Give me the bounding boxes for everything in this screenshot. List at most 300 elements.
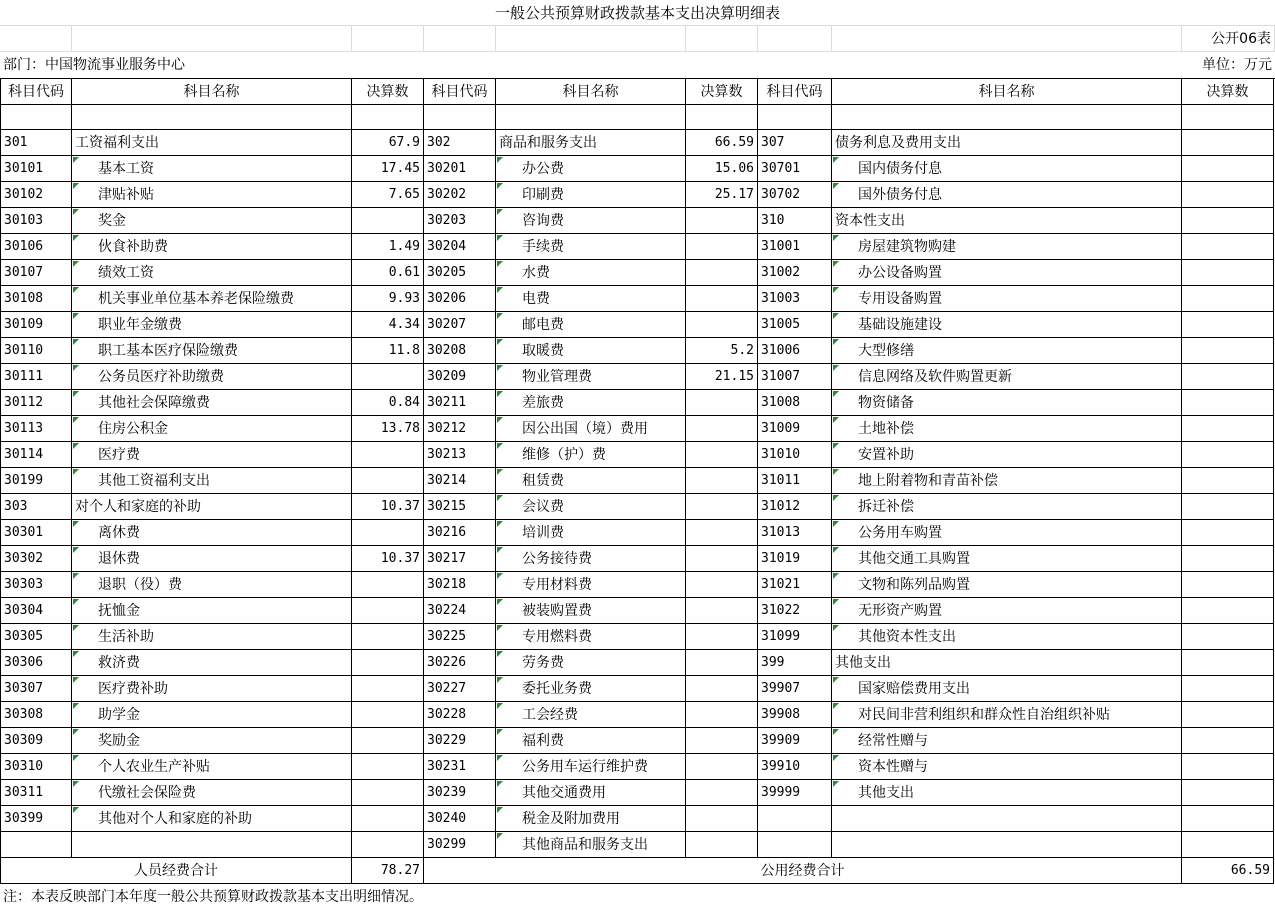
subject-name: 专用材料费 [496,572,686,598]
personnel-total-label: 人员经费合计 [0,858,352,884]
amount [352,806,424,832]
subject-code: 30209 [424,364,496,390]
amount [352,832,424,858]
table-row [0,650,1275,676]
table-row [0,572,1275,598]
amount: 21.15 [686,364,758,390]
amount: 10.37 [352,546,424,572]
subject-code: 31005 [758,312,832,338]
amount [1182,676,1274,702]
spacer-row [0,104,1275,130]
subject-name: 公务用车购置 [832,520,1182,546]
col-header-code: 科目代码 [758,79,832,105]
subject-name [832,832,1182,858]
amount [1182,208,1274,234]
amount [1182,286,1274,312]
subject-name: 差旅费 [496,390,686,416]
subject-name: 国内债务付息 [832,156,1182,182]
subject-name: 被装购置费 [496,598,686,624]
subject-code: 31003 [758,286,832,312]
subject-name: 国外债务付息 [832,182,1182,208]
subject-name: 地上附着物和青苗补偿 [832,468,1182,494]
subject-name: 取暖费 [496,338,686,364]
subject-code: 30308 [0,702,72,728]
amount [686,208,758,234]
amount [686,312,758,338]
amount: 7.65 [352,182,424,208]
subject-code: 30113 [0,416,72,442]
amount: 11.8 [352,338,424,364]
subject-name: 因公出国（境）费用 [496,416,686,442]
subject-code: 30228 [424,702,496,728]
subject-code: 39907 [758,676,832,702]
subject-code: 39910 [758,754,832,780]
subject-name: 资本性赠与 [832,754,1182,780]
subject-name: 其他工资福利支出 [72,468,352,494]
subject-name: 其他支出 [832,650,1182,676]
subject-code: 30226 [424,650,496,676]
subject-name: 医疗费补助 [72,676,352,702]
amount [1182,806,1274,832]
col-header-code: 科目代码 [0,79,72,105]
amount [686,676,758,702]
subject-name: 文物和陈列品购置 [832,572,1182,598]
subject-name: 资本性支出 [832,208,1182,234]
subject-code: 30103 [0,208,72,234]
title-row [0,0,1275,26]
table-header [0,78,1275,105]
subject-code: 30216 [424,520,496,546]
table-title: 一般公共预算财政拨款基本支出决算明细表 [0,0,1275,26]
subject-code: 30111 [0,364,72,390]
amount [686,468,758,494]
col-header-name: 科目名称 [496,79,686,105]
subject-code: 31021 [758,572,832,598]
subject-name: 其他社会保障缴费 [72,390,352,416]
subject-name: 基本工资 [72,156,352,182]
amount: 25.17 [686,182,758,208]
amount: 17.45 [352,156,424,182]
subject-name: 生活补助 [72,624,352,650]
subject-name: 税金及附加费用 [496,806,686,832]
subject-code [0,832,72,858]
amount [352,702,424,728]
amount [686,234,758,260]
subject-name: 公务员医疗补助缴费 [72,364,352,390]
subject-name: 物业管理费 [496,364,686,390]
amount [686,702,758,728]
subject-code: 30106 [0,234,72,260]
subject-name: 其他商品和服务支出 [496,832,686,858]
amount [1182,156,1274,182]
amount: 9.93 [352,286,424,312]
subject-name: 绩效工资 [72,260,352,286]
subject-code: 303 [0,494,72,520]
subject-code: 31010 [758,442,832,468]
amount: 0.84 [352,390,424,416]
amount [686,832,758,858]
subject-code: 30301 [0,520,72,546]
subject-code: 31012 [758,494,832,520]
note-row [0,884,1275,910]
amount [686,494,758,520]
amount [1182,234,1274,260]
table-row [0,208,1275,234]
amount [686,780,758,806]
col-header-amount: 决算数 [352,79,424,105]
table-row [0,338,1275,364]
subject-code: 30299 [424,832,496,858]
col-header-amount: 决算数 [686,79,758,105]
subject-code: 31008 [758,390,832,416]
table-row [0,182,1275,208]
subject-name: 维修（护）费 [496,442,686,468]
amount [686,572,758,598]
amount [686,520,758,546]
subject-code: 30206 [424,286,496,312]
subject-name: 助学金 [72,702,352,728]
subject-code: 30701 [758,156,832,182]
amount [352,650,424,676]
amount [1182,572,1274,598]
personnel-total-value: 78.27 [352,858,424,884]
amount [686,598,758,624]
subject-code: 31001 [758,234,832,260]
subject-code: 39908 [758,702,832,728]
subject-name: 奖金 [72,208,352,234]
table-row [0,806,1275,832]
table-row [0,234,1275,260]
amount [352,624,424,650]
amount [1182,728,1274,754]
subject-code [758,832,832,858]
subject-code: 31013 [758,520,832,546]
subject-name: 工资福利支出 [72,130,352,156]
table-row [0,442,1275,468]
amount [352,754,424,780]
subject-code: 30309 [0,728,72,754]
subject-name: 委托业务费 [496,676,686,702]
department-row [0,52,1275,78]
subject-code: 30108 [0,286,72,312]
subject-name: 住房公积金 [72,416,352,442]
subject-name: 土地补偿 [832,416,1182,442]
table-row [0,494,1275,520]
table-row [0,728,1275,754]
subject-name: 手续费 [496,234,686,260]
table-row [0,364,1275,390]
subject-code: 302 [424,130,496,156]
subject-code: 31019 [758,546,832,572]
amount: 5.2 [686,338,758,364]
subject-code: 30112 [0,390,72,416]
amount [1182,650,1274,676]
subject-name: 其他交通工具购置 [832,546,1182,572]
subject-code: 399 [758,650,832,676]
subject-code: 31002 [758,260,832,286]
subject-code: 30227 [424,676,496,702]
subject-name: 离休费 [72,520,352,546]
subject-name: 邮电费 [496,312,686,338]
subject-code: 30217 [424,546,496,572]
subject-name: 医疗费 [72,442,352,468]
subject-code: 30305 [0,624,72,650]
amount [1182,780,1274,806]
amount [1182,390,1274,416]
subject-name: 抚恤金 [72,598,352,624]
subject-name: 国家赔偿费用支出 [832,676,1182,702]
subject-name: 救济费 [72,650,352,676]
subject-code: 30102 [0,182,72,208]
subject-name: 对民间非营利组织和群众性自治组织补贴 [832,702,1182,728]
subject-code: 30201 [424,156,496,182]
col-header-name: 科目名称 [832,79,1182,105]
amount [1182,312,1274,338]
subject-name [72,832,352,858]
subject-code: 30203 [424,208,496,234]
department-label: 部门：中国物流事业服务中心 [3,57,185,73]
amount [686,546,758,572]
table-row [0,598,1275,624]
amount [1182,520,1274,546]
subject-name: 租赁费 [496,468,686,494]
totals-row [0,858,1275,884]
amount [352,572,424,598]
subject-name: 其他资本性支出 [832,624,1182,650]
amount [1182,364,1274,390]
table-row [0,416,1275,442]
subject-name: 拆迁补偿 [832,494,1182,520]
subject-code: 31006 [758,338,832,364]
subject-code: 30202 [424,182,496,208]
amount [1182,546,1274,572]
table-row [0,676,1275,702]
footnote: 注：本表反映部门本年度一般公共预算财政拨款基本支出明细情况。 [3,889,423,905]
subject-code: 30302 [0,546,72,572]
amount: 15.06 [686,156,758,182]
subject-code: 30109 [0,312,72,338]
subject-code: 30702 [758,182,832,208]
amount [1182,494,1274,520]
subject-name: 电费 [496,286,686,312]
subject-code: 31011 [758,468,832,494]
table-row [0,260,1275,286]
amount [686,260,758,286]
public-total-value: 66.59 [1182,858,1274,884]
form-no-row [0,26,1275,52]
subject-name: 安置补助 [832,442,1182,468]
table-row [0,390,1275,416]
amount [1182,832,1274,858]
subject-name: 基础设施建设 [832,312,1182,338]
amount [1182,624,1274,650]
amount: 1.49 [352,234,424,260]
table-row [0,832,1275,858]
subject-code: 30101 [0,156,72,182]
subject-name: 水费 [496,260,686,286]
amount [686,754,758,780]
subject-name: 房屋建筑物购建 [832,234,1182,260]
subject-name: 奖励金 [72,728,352,754]
subject-code: 301 [0,130,72,156]
subject-code: 30214 [424,468,496,494]
amount [352,676,424,702]
subject-code: 30212 [424,416,496,442]
subject-name: 大型修缮 [832,338,1182,364]
subject-code: 30208 [424,338,496,364]
amount [352,208,424,234]
amount [352,468,424,494]
subject-code: 31022 [758,598,832,624]
amount [1182,416,1274,442]
subject-name: 印刷费 [496,182,686,208]
subject-name: 会议费 [496,494,686,520]
subject-name: 无形资产购置 [832,598,1182,624]
amount [686,650,758,676]
amount [1182,130,1274,156]
subject-name: 债务利息及费用支出 [832,130,1182,156]
amount [352,442,424,468]
subject-code: 39909 [758,728,832,754]
subject-code: 30240 [424,806,496,832]
subject-name: 专用设备购置 [832,286,1182,312]
amount [352,598,424,624]
subject-name: 代缴社会保险费 [72,780,352,806]
subject-name: 公务用车运行维护费 [496,754,686,780]
subject-code: 30110 [0,338,72,364]
subject-name: 退休费 [72,546,352,572]
amount: 13.78 [352,416,424,442]
table-row [0,130,1275,156]
amount [686,416,758,442]
subject-name: 福利费 [496,728,686,754]
amount: 66.59 [686,130,758,156]
table-row [0,702,1275,728]
subject-name: 津贴补贴 [72,182,352,208]
table-row [0,780,1275,806]
subject-code: 30310 [0,754,72,780]
table-row [0,312,1275,338]
amount [1182,260,1274,286]
amount [1182,338,1274,364]
subject-code: 30213 [424,442,496,468]
subject-code: 31099 [758,624,832,650]
amount [352,728,424,754]
subject-name [832,806,1182,832]
amount [352,780,424,806]
subject-code: 30311 [0,780,72,806]
subject-code: 30239 [424,780,496,806]
subject-code: 30199 [0,468,72,494]
subject-name: 办公费 [496,156,686,182]
amount [1182,702,1274,728]
table-row [0,546,1275,572]
amount: 10.37 [352,494,424,520]
subject-code: 30215 [424,494,496,520]
subject-name: 公务接待费 [496,546,686,572]
col-header-name: 科目名称 [72,79,352,105]
subject-code: 39999 [758,780,832,806]
subject-name: 机关事业单位基本养老保险缴费 [72,286,352,312]
subject-code: 30207 [424,312,496,338]
amount [352,520,424,546]
subject-code: 31007 [758,364,832,390]
subject-name: 工会经费 [496,702,686,728]
amount [352,364,424,390]
subject-code: 30204 [424,234,496,260]
subject-code: 30303 [0,572,72,598]
subject-name: 办公设备购置 [832,260,1182,286]
amount [686,806,758,832]
form-number: 公开06表 [1182,26,1275,52]
subject-code: 30218 [424,572,496,598]
subject-code: 30205 [424,260,496,286]
subject-name: 对个人和家庭的补助 [72,494,352,520]
subject-code: 30307 [0,676,72,702]
subject-name: 其他交通费用 [496,780,686,806]
subject-code: 310 [758,208,832,234]
subject-code: 30107 [0,260,72,286]
subject-code: 30231 [424,754,496,780]
unit-label: 单位：万元 [1202,57,1272,73]
subject-code: 30114 [0,442,72,468]
col-header-amount: 决算数 [1182,79,1274,105]
subject-code: 30306 [0,650,72,676]
amount [1182,754,1274,780]
col-header-code: 科目代码 [424,79,496,105]
subject-code: 30229 [424,728,496,754]
public-total-label: 公用经费合计 [424,858,1182,884]
amount [1182,442,1274,468]
subject-name: 其他支出 [832,780,1182,806]
subject-name: 职工基本医疗保险缴费 [72,338,352,364]
subject-code: 30225 [424,624,496,650]
subject-name: 职业年金缴费 [72,312,352,338]
table-row [0,156,1275,182]
table-row [0,286,1275,312]
table-row [0,624,1275,650]
amount [686,442,758,468]
subject-code: 30304 [0,598,72,624]
subject-name: 个人农业生产补贴 [72,754,352,780]
amount: 0.61 [352,260,424,286]
subject-name: 物资储备 [832,390,1182,416]
table-row [0,468,1275,494]
table-row [0,520,1275,546]
subject-name: 其他对个人和家庭的补助 [72,806,352,832]
amount: 4.34 [352,312,424,338]
subject-name: 信息网络及软件购置更新 [832,364,1182,390]
amount [686,286,758,312]
subject-name: 培训费 [496,520,686,546]
subject-code: 30224 [424,598,496,624]
subject-name: 劳务费 [496,650,686,676]
subject-name: 退职（役）费 [72,572,352,598]
amount [1182,468,1274,494]
amount [1182,598,1274,624]
subject-name: 专用燃料费 [496,624,686,650]
subject-name: 伙食补助费 [72,234,352,260]
subject-code: 307 [758,130,832,156]
table-row [0,754,1275,780]
amount [686,728,758,754]
subject-code [758,806,832,832]
amount [686,624,758,650]
amount [686,390,758,416]
subject-code: 30211 [424,390,496,416]
amount [1182,182,1274,208]
subject-code: 31009 [758,416,832,442]
